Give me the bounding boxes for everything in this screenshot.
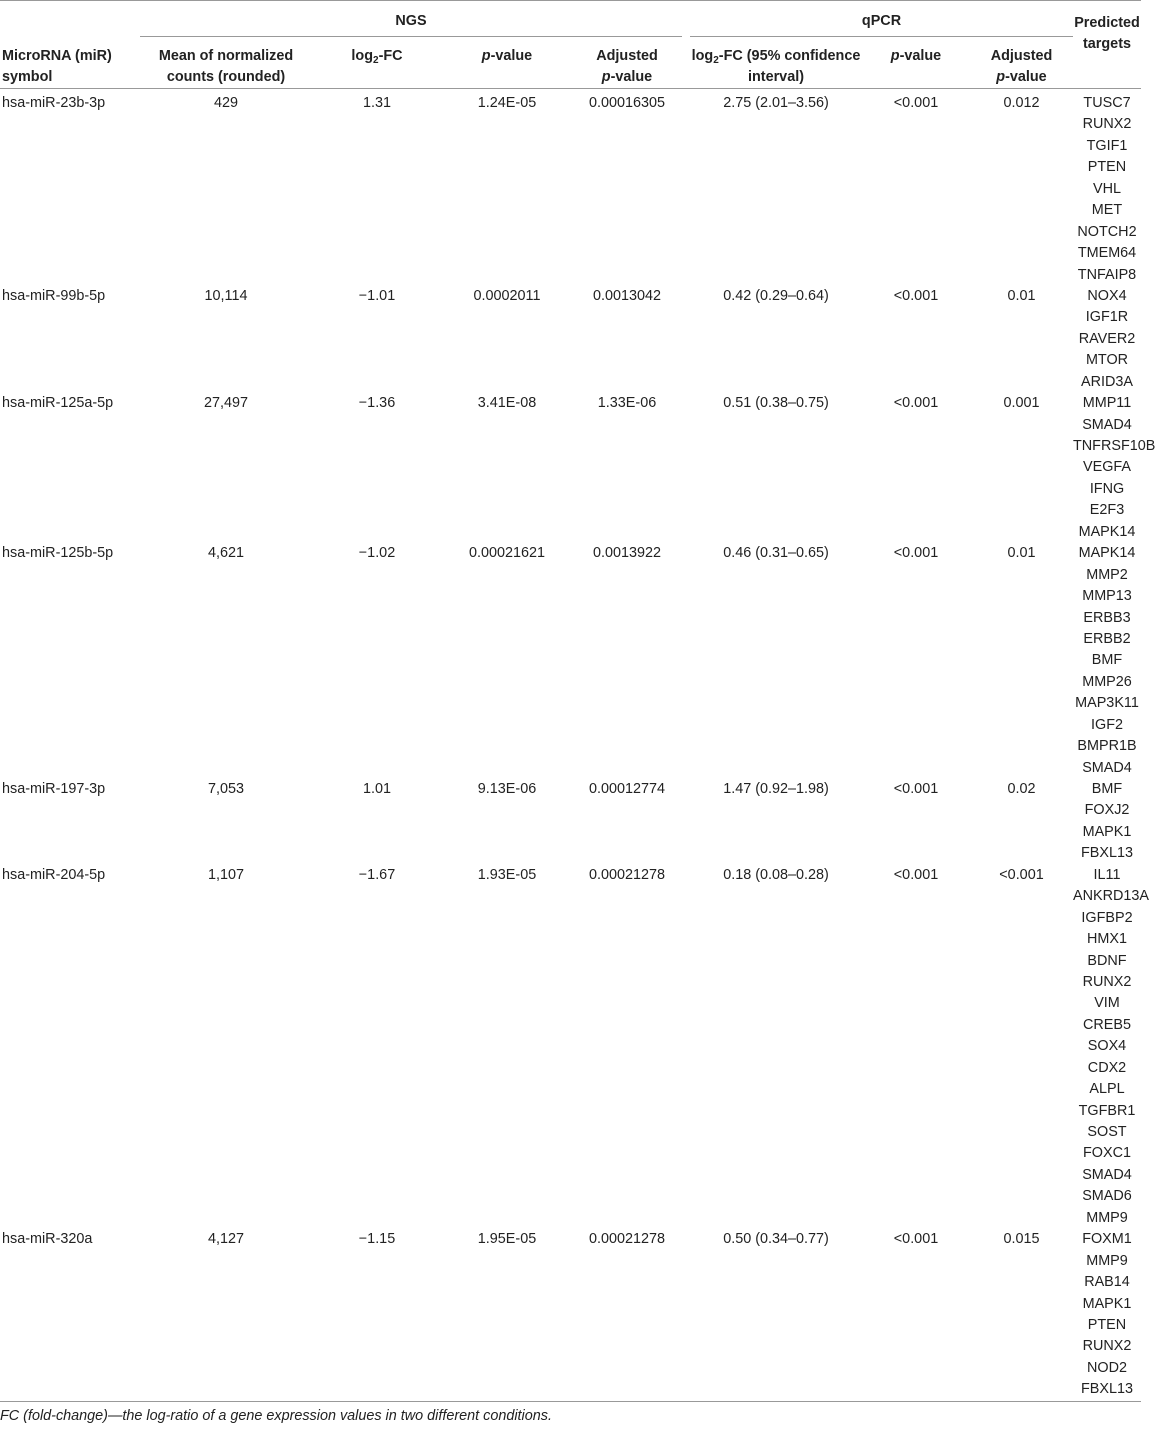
- cell-predicted-targets: [1073, 779, 1141, 865]
- table-footnote: FC (fold-change)—the log-ratio of a gene expression values in two different conditions.: [0, 1407, 552, 1424]
- cell-symbol: hsa-miR-23b-3p: [2, 95, 106, 111]
- cell-qpcr-log2fc: 1.47 (0.92–1.98): [723, 781, 829, 797]
- target-gene: VHL: [1093, 180, 1121, 197]
- target-gene: BMF: [1091, 652, 1123, 669]
- cell-qpcr-adjusted-pvalue: 0.001: [1003, 395, 1040, 412]
- cell-predicted-targets: [1073, 865, 1149, 1229]
- cell-pvalue: 3.41E-08: [477, 395, 537, 412]
- target-gene: RUNX2: [1082, 1338, 1132, 1355]
- target-gene: PTEN: [1087, 159, 1127, 176]
- target-gene: ANKRD13A: [1073, 888, 1149, 905]
- cell-qpcr-pvalue: <0.001: [893, 95, 939, 111]
- cell-qpcr-pvalue: <0.001: [893, 866, 939, 883]
- cell-predicted-targets: [1073, 89, 1141, 286]
- group-header-qpcr: qPCR: [690, 1, 1073, 37]
- cell-predicted-targets: [1073, 1229, 1141, 1401]
- cell-predicted-targets: [1073, 393, 1155, 543]
- target-gene: FBXL13: [1081, 1381, 1133, 1398]
- target-gene: TNFRSF10B: [1073, 438, 1155, 454]
- target-gene: IL11: [1093, 866, 1121, 883]
- cell-log2fc: −1.01: [358, 287, 396, 304]
- cell-qpcr-pvalue: <0.001: [862, 1229, 970, 1401]
- cell-qpcr-adjusted-pvalue: 0.01: [1007, 545, 1036, 562]
- target-gene: SMAD4: [1082, 759, 1132, 776]
- target-gene: TMEM64: [1077, 245, 1137, 262]
- target-gene: CREB5: [1083, 1016, 1131, 1033]
- target-gene: MMP9: [1086, 1252, 1128, 1269]
- target-gene: CDX2: [1087, 1059, 1127, 1076]
- cell-qpcr-log2fc: 0.42 (0.29–0.64): [723, 287, 829, 304]
- target-gene: ERBB3: [1083, 609, 1131, 626]
- cell-qpcr-pvalue: <0.001: [893, 287, 939, 304]
- target-gene: IGF2: [1091, 716, 1123, 733]
- cell-log2fc: 1.01: [362, 781, 391, 797]
- target-gene: NOTCH2: [1077, 223, 1137, 240]
- cell-qpcr-log2fc: 0.50 (0.34–0.77): [690, 1229, 862, 1401]
- cell-qpcr-log2fc: 0.51 (0.38–0.75): [723, 395, 829, 412]
- cell-mean-counts: 27,497: [203, 395, 248, 412]
- cell-symbol: hsa-miR-99b-5p: [2, 287, 106, 304]
- cell-adjusted-pvalue: 0.00021278: [572, 1229, 682, 1401]
- target-gene: SMAD6: [1082, 1188, 1132, 1205]
- header-log2fc: $\log_2-FC$: [312, 37, 442, 89]
- cell-adjusted-pvalue: 1.33E-06: [597, 395, 657, 412]
- target-gene: FOXC1: [1083, 1145, 1131, 1162]
- target-gene: FBXL13: [1081, 845, 1133, 862]
- cell-predicted-targets: [1073, 286, 1141, 393]
- target-gene: IGF1R: [1085, 309, 1129, 326]
- cell-adjusted-pvalue: 0.0013042: [592, 287, 662, 304]
- table-row: [0, 89, 1141, 286]
- cell-adjusted-pvalue: 0.00016305: [588, 95, 666, 111]
- target-gene: FOXM1: [1082, 1231, 1132, 1248]
- target-gene: NOX4: [1087, 287, 1127, 304]
- cell-qpcr-pvalue: <0.001: [893, 545, 939, 562]
- header-adjusted-pvalue: Adjusted p-value: [572, 37, 682, 89]
- target-gene: MAPK14: [1078, 545, 1136, 562]
- target-gene: MAPK1: [1082, 1295, 1132, 1312]
- target-gene: MTOR: [1085, 352, 1129, 369]
- target-gene: TNFAIP8: [1077, 266, 1137, 283]
- header-pvalue: p-value: [442, 37, 572, 89]
- cell-qpcr-adjusted-pvalue: <0.001: [999, 866, 1044, 883]
- header-qpcr-adjusted-pvalue: Adjusted p-value: [970, 37, 1073, 89]
- cell-qpcr-adjusted-pvalue: 0.01: [1007, 287, 1036, 304]
- target-gene: SOX4: [1087, 1038, 1127, 1055]
- target-gene: NOD2: [1087, 1359, 1127, 1376]
- cell-log2fc: −1.67: [358, 866, 396, 883]
- cell-pvalue: 9.13E-06: [477, 781, 537, 797]
- cell-spacer: [682, 779, 690, 865]
- target-gene: BDNF: [1087, 952, 1127, 969]
- target-gene: ALPL: [1089, 1081, 1125, 1098]
- cell-pvalue: 1.95E-05: [442, 1229, 572, 1401]
- table-row: [0, 543, 1141, 779]
- cell-pvalue: 0.0002011: [473, 287, 541, 304]
- cell-qpcr-adjusted-pvalue: 0.015: [970, 1229, 1073, 1401]
- target-gene: SOST: [1087, 1124, 1127, 1140]
- target-gene: MMP9: [1086, 1209, 1128, 1226]
- table-row: [0, 865, 1141, 1229]
- table-row: [0, 1229, 1141, 1401]
- target-gene: ERBB2: [1083, 630, 1131, 647]
- cell-mean-counts: 7,053: [207, 781, 244, 797]
- target-gene: IFNG: [1089, 480, 1125, 497]
- target-gene: TUSC7: [1083, 95, 1131, 111]
- table-row: [0, 286, 1141, 393]
- cell-mean-counts: 10,114: [204, 287, 248, 304]
- cell-log2fc: −1.15: [312, 1229, 442, 1401]
- target-gene: MMP11: [1082, 395, 1132, 412]
- cell-adjusted-pvalue: 0.00021278: [588, 866, 666, 883]
- cell-qpcr-log2fc: 2.75 (2.01–3.56): [723, 95, 829, 111]
- target-gene: MET: [1091, 202, 1123, 219]
- cell-qpcr-adjusted-pvalue: 0.012: [1003, 95, 1040, 111]
- cell-qpcr-log2fc: 0.46 (0.31–0.65): [723, 545, 829, 562]
- target-gene: MAP3K11: [1075, 695, 1139, 712]
- cell-spacer: [682, 286, 690, 393]
- cell-symbol: hsa-miR-320a: [0, 1229, 140, 1401]
- cell-spacer: [682, 89, 690, 286]
- target-gene: BMF: [1091, 781, 1123, 797]
- target-gene: TGFBR1: [1078, 1102, 1136, 1119]
- header-predicted-targets: Predicted targets: [1073, 1, 1141, 89]
- table-body: [0, 89, 1155, 1402]
- target-gene: ARID3A: [1081, 373, 1133, 390]
- cell-symbol: hsa-miR-204-5p: [2, 866, 106, 883]
- target-gene: FOXJ2: [1084, 802, 1130, 819]
- table-row: [0, 393, 1141, 543]
- cell-mean-counts: 429: [213, 95, 238, 111]
- cell-symbol: hsa-miR-125a-5p: [2, 395, 114, 412]
- cell-qpcr-adjusted-pvalue: 0.02: [1007, 781, 1036, 797]
- target-gene: RAB14: [1084, 1274, 1130, 1291]
- target-gene: MAPK1: [1082, 823, 1132, 840]
- cell-predicted-targets: [1073, 543, 1141, 779]
- cell-spacer: [682, 543, 690, 779]
- cell-mean-counts: 4,127: [140, 1229, 312, 1401]
- target-gene: E2F3: [1089, 502, 1125, 519]
- cell-spacer: [682, 393, 690, 543]
- target-gene: VIM: [1094, 995, 1120, 1012]
- target-gene: VEGFA: [1083, 459, 1131, 476]
- header-qpcr-log2fc: $\log_2-FC$ (95% confidence interval): [690, 37, 862, 89]
- cell-qpcr-pvalue: <0.001: [893, 395, 939, 412]
- header-symbol: MicroRNA (miR) symbol: [0, 37, 140, 89]
- cell-log2fc: −1.36: [358, 395, 396, 412]
- target-gene: MMP2: [1086, 566, 1128, 583]
- cell-mean-counts: 4,621: [207, 545, 244, 562]
- target-gene: RUNX2: [1082, 973, 1132, 990]
- cell-spacer: [682, 1229, 690, 1401]
- target-gene: SMAD4: [1082, 416, 1132, 433]
- target-gene: MMP26: [1082, 673, 1132, 690]
- target-gene: MMP13: [1082, 588, 1132, 605]
- cell-log2fc: 1.31: [362, 95, 391, 111]
- target-gene: RAVER2: [1078, 330, 1136, 347]
- header-qpcr-pvalue: p-value: [862, 37, 970, 89]
- header-mean-counts: Mean of normalized counts (rounded): [140, 37, 312, 89]
- cell-adjusted-pvalue: 0.0013922: [592, 545, 662, 562]
- cell-qpcr-log2fc: 0.18 (0.08–0.28): [723, 866, 829, 883]
- cell-pvalue: 1.24E-05: [477, 95, 537, 111]
- table-row: [0, 779, 1141, 865]
- target-gene: MAPK14: [1078, 523, 1136, 540]
- cell-spacer: [682, 865, 690, 1229]
- target-gene: PTEN: [1087, 1316, 1127, 1333]
- target-gene: SMAD4: [1082, 1166, 1132, 1183]
- group-header-ngs: NGS: [140, 1, 682, 37]
- target-gene: TGIF1: [1086, 137, 1128, 154]
- target-gene: BMPR1B: [1077, 738, 1137, 755]
- cell-symbol: hsa-miR-197-3p: [2, 781, 106, 797]
- cell-pvalue: 0.00021621: [468, 545, 546, 562]
- target-gene: HMX1: [1087, 931, 1127, 948]
- target-gene: RUNX2: [1082, 116, 1132, 133]
- cell-adjusted-pvalue: 0.00012774: [588, 781, 666, 797]
- cell-log2fc: −1.02: [358, 545, 396, 562]
- cell-pvalue: 1.93E-05: [477, 866, 537, 883]
- cell-symbol: hsa-miR-125b-5p: [2, 545, 114, 562]
- target-gene: IGFBP2: [1081, 909, 1133, 926]
- cell-qpcr-pvalue: <0.001: [893, 781, 939, 797]
- cell-mean-counts: 1,107: [207, 866, 244, 883]
